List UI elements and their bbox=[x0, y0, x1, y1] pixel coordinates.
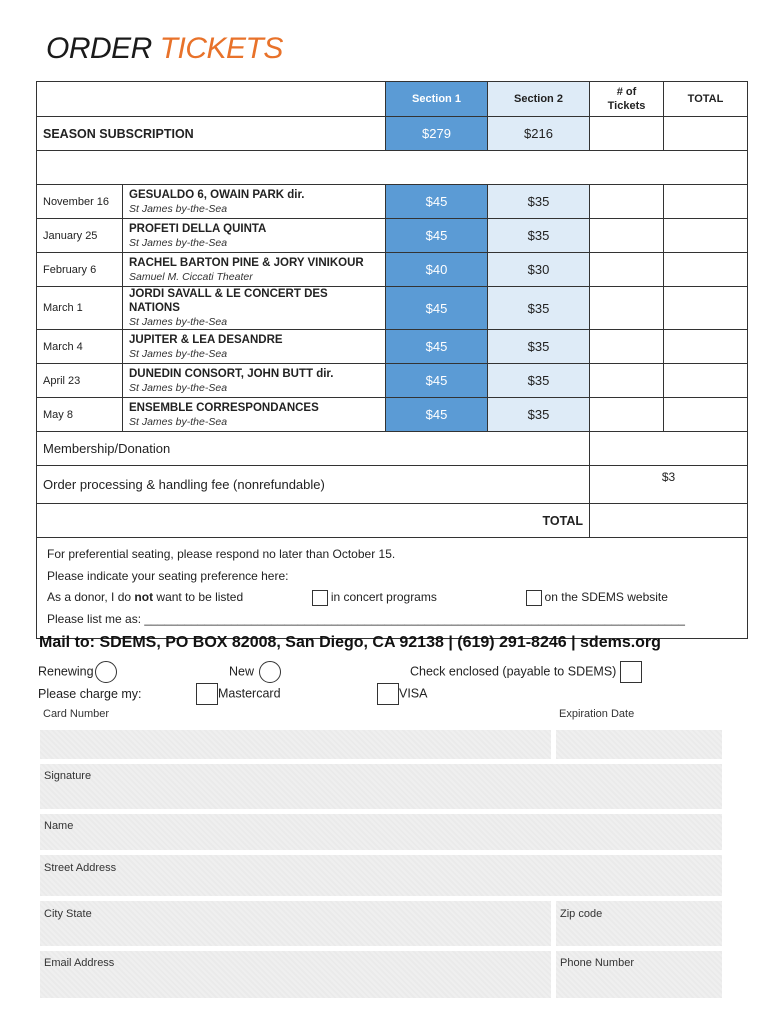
expiration-label: Expiration Date bbox=[559, 708, 635, 720]
concert-total-cell bbox=[664, 330, 748, 364]
signature-field[interactable] bbox=[40, 764, 722, 809]
street-address-label: Street Address bbox=[44, 862, 117, 874]
concert-tickets-input[interactable] bbox=[590, 398, 664, 432]
check-checkbox[interactable] bbox=[620, 661, 642, 683]
concert-name: RACHEL BARTON PINE & JORY VINIKOUR bbox=[129, 256, 364, 269]
header-blank-cell bbox=[37, 82, 386, 117]
concert-name: DUNEDIN CONSORT, JOHN BUTT dir. bbox=[129, 367, 334, 380]
grand-total-cell bbox=[590, 504, 748, 538]
concert-event bbox=[123, 219, 386, 253]
season-total-cell bbox=[664, 117, 748, 151]
concert-date: March 1 bbox=[37, 287, 123, 330]
concert-name: GESUALDO 6, OWAIN PARK dir. bbox=[129, 188, 305, 201]
visa-option[interactable] bbox=[377, 683, 428, 705]
concert-section1-price: $45 bbox=[386, 330, 488, 364]
total-row bbox=[37, 504, 748, 538]
email-field[interactable] bbox=[40, 951, 551, 998]
new-option[interactable] bbox=[229, 661, 281, 683]
card-number-field[interactable] bbox=[40, 730, 551, 759]
concert-section1-price: $45 bbox=[386, 287, 488, 330]
concert-venue: St James by-the-Sea bbox=[129, 316, 228, 328]
season-label: SEASON SUBSCRIPTION bbox=[37, 117, 386, 151]
season-tickets-input[interactable] bbox=[590, 117, 664, 151]
concert-name: PROFETI DELLA QUINTA bbox=[129, 222, 267, 235]
concert-event bbox=[123, 330, 386, 364]
concert-date: February 6 bbox=[37, 253, 123, 287]
donor-prefix: As a donor, I do bbox=[47, 590, 135, 604]
zip-label: Zip code bbox=[560, 908, 603, 920]
renewing-label: Renewing bbox=[38, 664, 94, 679]
concert-section2-price: $30 bbox=[488, 253, 590, 287]
website-label: on the SDEMS website bbox=[544, 590, 668, 604]
email-label: Email Address bbox=[44, 957, 115, 969]
new-radio[interactable] bbox=[259, 661, 281, 683]
mail-to-line: Mail to: SDEMS, PO BOX 82008, San Diego, CA 92138 | (619) 291-8246 | sdems.org bbox=[39, 634, 661, 651]
concert-section1-price: $45 bbox=[386, 398, 488, 432]
mastercard-label: Mastercard bbox=[218, 686, 281, 701]
check-label: Check enclosed (payable to SDEMS) bbox=[410, 664, 617, 679]
seating-note: Please indicate your seating preference here: bbox=[47, 568, 289, 583]
programs-label: in concert programs bbox=[330, 590, 437, 604]
fee-row bbox=[37, 466, 748, 504]
header-tickets-line2: Tickets bbox=[607, 100, 646, 112]
check-option[interactable] bbox=[410, 661, 642, 683]
fee-value: $3 bbox=[590, 466, 748, 504]
concert-section2-price: $35 bbox=[488, 185, 590, 219]
concert-event bbox=[123, 398, 386, 432]
renewing-option[interactable] bbox=[38, 661, 117, 683]
name-field[interactable] bbox=[40, 814, 722, 850]
table-row bbox=[37, 330, 748, 364]
concert-date: May 8 bbox=[37, 398, 123, 432]
list-me-line[interactable]: Please list me as: _________________________________________________________________________________ bbox=[47, 611, 685, 626]
table-row bbox=[37, 253, 748, 287]
concert-name: JORDI SAVALL & LE CONCERT DES NATIONS bbox=[129, 288, 328, 314]
concert-total-cell bbox=[664, 219, 748, 253]
concert-date: November 16 bbox=[37, 185, 123, 219]
table-row bbox=[37, 185, 748, 219]
fee-label: Order processing & handling fee (nonrefundable) bbox=[37, 466, 590, 504]
concert-venue: Samuel M. Ciccati Theater bbox=[129, 270, 253, 283]
charge-label: Please charge my: bbox=[38, 687, 142, 701]
table-row bbox=[37, 364, 748, 398]
header-total: TOTAL bbox=[664, 82, 748, 117]
city-state-field[interactable] bbox=[40, 901, 551, 946]
concert-tickets-input[interactable] bbox=[590, 219, 664, 253]
membership-label: Membership/Donation bbox=[37, 432, 590, 466]
concert-event bbox=[123, 287, 386, 330]
concert-tickets-input[interactable] bbox=[590, 253, 664, 287]
table-row bbox=[37, 219, 748, 253]
concert-event bbox=[123, 364, 386, 398]
concert-section2-price: $35 bbox=[488, 219, 590, 253]
concert-tickets-input[interactable] bbox=[590, 185, 664, 219]
concert-total-cell bbox=[664, 253, 748, 287]
title-word-order: ORDER bbox=[46, 32, 152, 65]
concert-tickets-input[interactable] bbox=[590, 364, 664, 398]
concert-venue: St James by-the-Sea bbox=[129, 347, 228, 360]
concert-venue: St James by-the-Sea bbox=[129, 202, 228, 215]
spacer-cell bbox=[37, 151, 748, 185]
street-address-field[interactable] bbox=[40, 855, 722, 896]
concert-event bbox=[123, 253, 386, 287]
concert-section2-price: $35 bbox=[488, 330, 590, 364]
concert-section1-price: $40 bbox=[386, 253, 488, 287]
donor-bold: not bbox=[134, 590, 154, 604]
order-table bbox=[36, 81, 748, 639]
header-tickets-line1: # of bbox=[616, 86, 637, 98]
concert-total-cell bbox=[664, 398, 748, 432]
concert-section2-price: $35 bbox=[488, 398, 590, 432]
membership-amount-input[interactable] bbox=[590, 432, 748, 466]
header-tickets bbox=[590, 82, 664, 117]
concert-total-cell bbox=[664, 287, 748, 330]
concert-section1-price: $45 bbox=[386, 364, 488, 398]
donor-suffix: want to be listed bbox=[153, 590, 244, 604]
mastercard-checkbox[interactable] bbox=[196, 683, 218, 705]
page-title bbox=[46, 32, 283, 66]
card-number-label: Card Number bbox=[43, 708, 110, 720]
website-checkbox[interactable] bbox=[526, 590, 542, 606]
concert-total-cell bbox=[664, 185, 748, 219]
season-section2-price: $216 bbox=[488, 117, 590, 151]
expiration-field[interactable] bbox=[556, 730, 722, 759]
total-label: TOTAL bbox=[37, 504, 590, 538]
concert-date: January 25 bbox=[37, 219, 123, 253]
notes-row bbox=[37, 538, 748, 639]
header-section1: Section 1 bbox=[386, 82, 488, 117]
renewing-radio[interactable] bbox=[95, 661, 117, 683]
concert-venue: St James by-the-Sea bbox=[129, 415, 228, 428]
header-section2: Section 2 bbox=[488, 82, 590, 117]
name-label: Name bbox=[44, 820, 74, 832]
table-row bbox=[37, 398, 748, 432]
concert-venue: St James by-the-Sea bbox=[129, 236, 228, 249]
title-word-tickets: TICKETS bbox=[159, 32, 283, 65]
deadline-note: For preferential seating, please respond no later than October 15. bbox=[47, 547, 396, 561]
concert-venue: St James by-the-Sea bbox=[129, 381, 228, 394]
concert-name: JUPITER & LEA DESANDRE bbox=[129, 333, 283, 346]
notes-cell bbox=[37, 538, 748, 639]
table-header-row bbox=[37, 82, 748, 117]
spacer-row bbox=[37, 151, 748, 185]
concert-event bbox=[123, 185, 386, 219]
concert-tickets-input[interactable] bbox=[590, 330, 664, 364]
concert-date: April 23 bbox=[37, 364, 123, 398]
concert-tickets-input[interactable] bbox=[590, 287, 664, 330]
donor-line bbox=[47, 587, 737, 609]
season-section1-price: $279 bbox=[386, 117, 488, 151]
concert-section2-price: $35 bbox=[488, 287, 590, 330]
concert-total-cell bbox=[664, 364, 748, 398]
concert-name: ENSEMBLE CORRESPONDANCES bbox=[129, 401, 319, 414]
table-row bbox=[37, 287, 748, 330]
concert-date: March 4 bbox=[37, 330, 123, 364]
visa-checkbox[interactable] bbox=[377, 683, 399, 705]
concert-section2-price: $35 bbox=[488, 364, 590, 398]
mastercard-option[interactable] bbox=[196, 683, 281, 705]
concert-section1-price: $45 bbox=[386, 185, 488, 219]
new-label: New bbox=[229, 664, 255, 679]
phone-label: Phone Number bbox=[560, 957, 634, 969]
programs-checkbox[interactable] bbox=[312, 590, 328, 606]
city-state-label: City State bbox=[44, 908, 92, 920]
concert-section1-price: $45 bbox=[386, 219, 488, 253]
season-row bbox=[37, 117, 748, 151]
membership-row bbox=[37, 432, 748, 466]
visa-label: VISA bbox=[399, 686, 428, 701]
signature-label: Signature bbox=[44, 770, 92, 782]
